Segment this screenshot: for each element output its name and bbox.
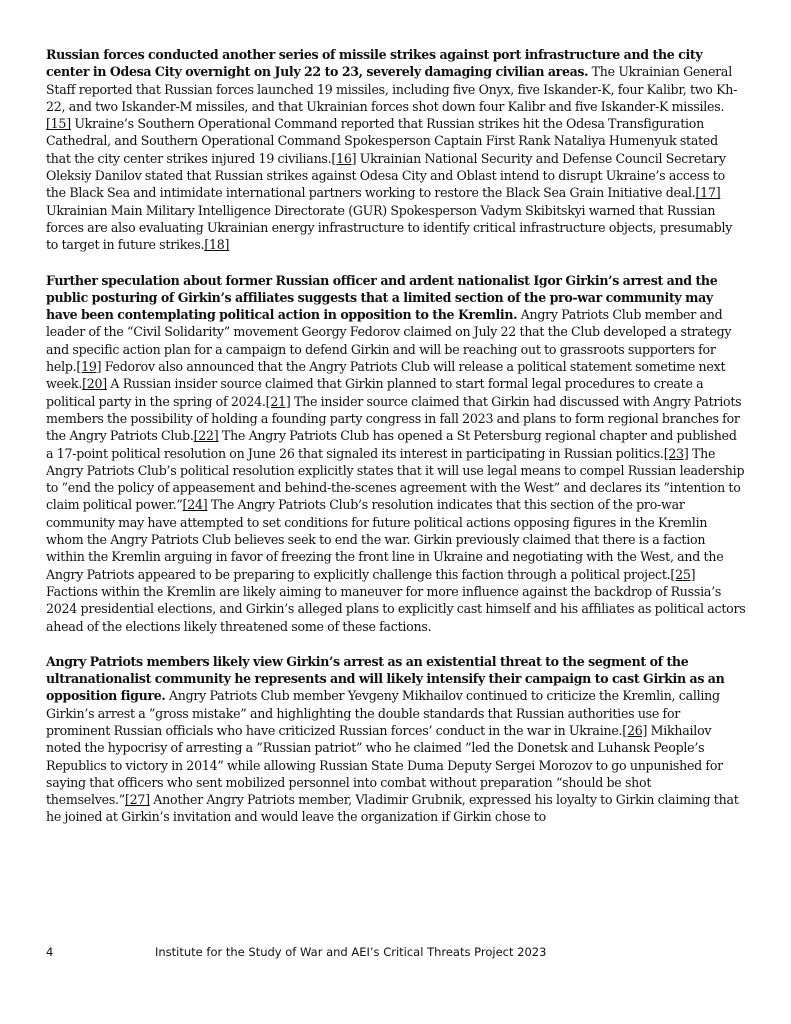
footnote-link-16[interactable]: [16]: [331, 150, 357, 166]
paragraph-text: The Angry Patriots Club’s resolution indicates that this section of the pro-war community may have attempted to set conditions for future political actions opposing figures in the Kremlin whom the Angry Patriots Club believes seek to end the war. Girkin previously claimed that there is a faction within the Kremlin arguing in favor of freezing the front line in Ukraine and negotiating with the West, and the Angry Patriots appeared to be preparing to explicitly challenge this faction through a political project.: [46, 497, 724, 582]
footnote-link-19[interactable]: [19]: [76, 359, 102, 375]
footnote-link-25[interactable]: [25]: [670, 566, 696, 582]
footnote-link-27[interactable]: [27]: [124, 792, 150, 808]
document-body: [46, 46, 746, 844]
paragraph-lead: Russian forces conducted another series of missile strikes against port infrastructure and the city center in Odesa City overnight on July 22 to 23, severely damaging civilian areas.: [46, 47, 703, 80]
paragraph-text: Fedorov also announced that the Angry Patriots Club will release a political statement sometime next week.: [46, 359, 726, 392]
footnote-link-26[interactable]: [26]: [622, 722, 648, 738]
paragraph-lead: Angry Patriots members likely view Girkin’s arrest as an existential threat to the segment of the ultranationalist community he represents and will likely intensify their campaign to cast Girkin as an opposition figure.: [46, 653, 725, 704]
paragraph-text: The Angry Patriots Club has opened a St Petersburg regional chapter and published a 17-point political resolution on June 26 that signaled its interest in participating in Russian politics.: [46, 428, 737, 461]
footnote-link-18[interactable]: [18]: [204, 237, 230, 253]
footnote-link-20[interactable]: [20]: [82, 376, 107, 392]
paragraph-text: Another Angry Patriots member, Vladimir Grubnik, expressed his loyalty to Girkin claiming that he joined at Girkin’s invitation and would leave the organization if Girkin chose to: [46, 792, 739, 825]
paragraph-lead: Further speculation about former Russian officer and ardent nationalist Igor Girkin’s arrest and the public posturing of Girkin’s affiliates suggests that a limited section of the pro-war community may have been contemplating political action in opposition to the Kremlin.: [46, 272, 718, 323]
paragraph-text: A Russian insider source claimed that Girkin planned to start formal legal procedures to create a political party in the spring of 2024.: [46, 376, 704, 409]
paragraph-text: Mikhailov noted the hypocrisy of arresting a ”Russian patriot” who he claimed ”led the Donetsk and Luhansk People’s Republics to victory in 2014” while allowing Russian State Duma Deputy Sergei Morozov to go unpunished for saying that officers who sent mobilized personnel into combat without preparation “should be shot themselves.”: [46, 722, 723, 808]
paragraph-text: The Ukrainian General Staff reported that Russian forces launched 19 missiles, including five Onyx, five Iskander-K, four Kalibr, two Kh-22, and two Iskander-M missiles, and that Ukrainian forces shot down four Kalibr and five Iskander-K missiles.: [46, 64, 738, 114]
footnote-link-21[interactable]: [21]: [265, 393, 291, 409]
paragraph-text: Factions within the Kremlin are likely aiming to maneuver for more influence against the backdrop of Russia’s 2024 presidential elections, and Girkin’s alleged plans to explicitly cast himself and his affiliates as political actors ahead of the elections likely threatened some of these factions.: [46, 583, 746, 634]
footnote-link-22[interactable]: [22]: [193, 428, 219, 444]
paragraph-text: The insider source claimed that Girkin had discussed with Angry Patriots members the possibility of holding a founding party congress in fall 2023 and plans to form regional branches for the Angry Patriots Club.: [46, 393, 742, 444]
paragraph-girkin-arrest: [46, 272, 746, 635]
footnote-link-17[interactable]: [17]: [695, 185, 721, 201]
paragraph-text: Ukrainian Main Military Intelligence Directorate (GUR) Spokesperson Vadym Skibitskyi warned that Russian forces are also evaluating Ukrainian energy infrastructure to identify critical infrastructure objects, presumably to target in future strikes.: [46, 202, 733, 253]
footnote-link-23[interactable]: [23]: [663, 445, 689, 461]
footnote-link-15[interactable]: [15]: [46, 116, 71, 132]
paragraph-text: Angry Patriots Club member and leader of the “Civil Solidarity” movement Georgy Fedorov claimed on July 22 that the Club developed a strategy and specific action plan for a campaign to defend Girkin and will be reaching out to grassroots supporters for help.: [46, 307, 732, 375]
page-number: 4: [46, 945, 54, 959]
paragraph-angry-patriots: [46, 653, 746, 826]
footnote-link-24[interactable]: [24]: [182, 497, 208, 513]
paragraph-text: Angry Patriots Club member Yevgeny Mikhailov continued to criticize the Kremlin, calling Girkin’s arrest a ”gross mistake” and highlighting the double standards that Russian authorities use for prominent Russian officials who have criticized Russian forces’ conduct in the war in Ukraine.: [46, 688, 720, 738]
paragraph-text: The Angry Patriots Club’s political resolution explicitly states that it will use legal means to compel Russian leadership to ”end the policy of appeasement and behind-the-scenes agreement with the West” and declares its ”intention to claim political power.”: [46, 445, 745, 513]
paragraph-text: Ukrainian National Security and Defense Council Secretary Oleksiy Danilov stated that Russian strikes against Odesa City and Oblast intend to disrupt Ukraine’s access to the Black Sea and intimidate international partners working to restore the Black Sea Grain Initiative deal.: [46, 150, 726, 201]
paragraph-text: Ukraine’s Southern Operational Command reported that Russian strikes hit the Odesa Transfiguration Cathedral, and Southern Operational Command Spokesperson Captain First Rank Nataliya Humenyuk stated that the city center strikes injured 19 civilians.: [46, 116, 718, 166]
paragraph-odesa-strikes: [46, 46, 746, 254]
footer-organization: Institute for the Study of War and AEI’s Critical Threats Project 2023: [155, 945, 547, 959]
